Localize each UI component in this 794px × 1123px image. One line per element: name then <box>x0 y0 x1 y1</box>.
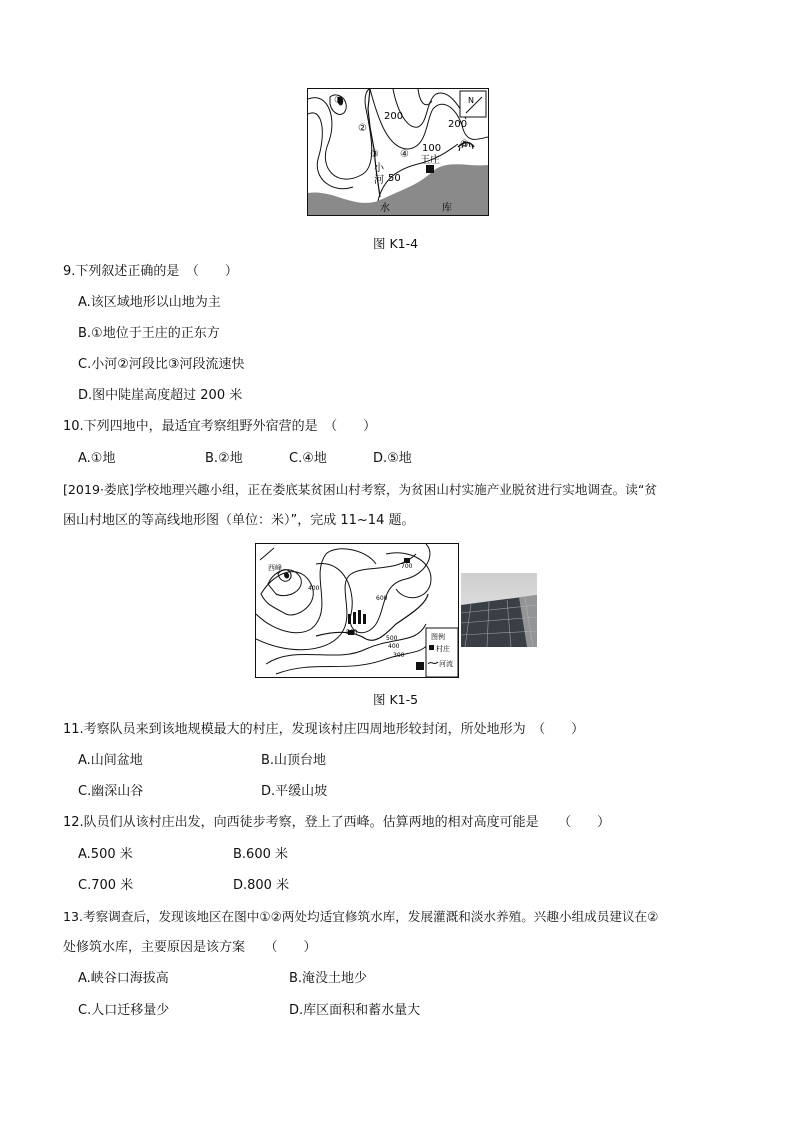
label-5: ⑤ <box>460 139 469 150</box>
contour-200-a: 200 <box>384 111 404 122</box>
q10-option-d: D.⑤地 <box>373 451 412 466</box>
q11-option-d: D.平缓山坡 <box>261 784 328 799</box>
figure-k1-5-caption: 图 K1-5 <box>373 692 419 707</box>
contour-line <box>276 644 428 674</box>
q13-stem-line-2: 处修筑水库，主要原因是该方案 （ ） <box>63 940 317 955</box>
label-4: ④ <box>400 149 409 160</box>
q9-option-d: D.图中陡崖高度超过 200 米 <box>78 388 243 403</box>
contour-400-b: 400 <box>388 643 400 650</box>
q9-option-c: C.小河②河段比③河段流速快 <box>78 357 245 372</box>
q13-option-a: A.峡谷口海拔高 <box>78 971 169 986</box>
q10-option-b: B.②地 <box>205 451 243 466</box>
north-label: N <box>468 96 474 105</box>
intro-line-1: [2019·娄底]学校地理兴趣小组，正在娄底某贫困山村考察，为贫困山村实施产业脱贫进行实地调查。读“贫 <box>63 482 657 497</box>
contour-map-k1-4-svg <box>308 89 488 215</box>
solar-panel-photo-svg <box>461 573 537 647</box>
village-label: 王庄 <box>420 155 440 166</box>
contour-200-b: 200 <box>448 119 468 130</box>
contour-map-k1-5-svg <box>256 544 458 677</box>
village-main <box>348 610 366 624</box>
figure-k1-4-caption: 图 K1-4 <box>373 236 419 251</box>
q13-option-b: B.淹没土地少 <box>289 971 368 986</box>
river-label-2: 河 <box>374 175 384 186</box>
river-label-1: 小 <box>374 163 384 174</box>
label-1: ① <box>334 95 343 106</box>
river-line <box>316 594 428 640</box>
q9-stem: 9.下列叙述正确的是 （ ） <box>63 264 238 279</box>
solar-panel-photo <box>461 573 537 647</box>
q12-stem: 12.队员们从该村庄出发，向西徒步考察，登上了西峰。估算两地的相对高度可能是 （ ） <box>63 815 611 830</box>
q12-option-c: C.700 米 <box>78 878 134 893</box>
label-3: ③ <box>370 149 379 160</box>
q12-option-d: D.800 米 <box>233 878 290 893</box>
intro-line-2: 困山村地区的等高线地形图（单位：米）”，完成 11~14 题。 <box>63 513 415 528</box>
reservoir-label-1: 水 <box>380 203 390 214</box>
q9-option-a: A.该区域地形以山地为主 <box>78 295 221 310</box>
legend-village: 村庄 <box>436 645 450 653</box>
q10-stem: 10.下列四地中，最适宜考察组野外宿营的是 （ ） <box>63 419 377 434</box>
north-arrow <box>260 548 274 560</box>
q11-option-b: B.山顶台地 <box>261 753 327 768</box>
contour-700: 700 <box>401 563 413 570</box>
q11-option-c: C.幽深山谷 <box>78 784 144 799</box>
contour-100: 100 <box>422 143 442 154</box>
legend-river: 河流 <box>439 660 453 668</box>
contour-500-a: 500 <box>386 635 398 642</box>
contour-line <box>308 113 353 189</box>
legend-village-swatch <box>429 645 434 650</box>
q11-stem: 11.考察队员来到该地规模最大的村庄，发现该村庄四周地形较封闭，所处地形为 （ ） <box>63 722 585 737</box>
q10-option-c: C.④地 <box>289 451 327 466</box>
reservoir-label-2: 库 <box>442 203 452 214</box>
west-peak-label: 西峰 <box>268 564 282 572</box>
label-2: ② <box>358 123 367 134</box>
q13-option-c: C.人口迁移量少 <box>78 1003 170 1018</box>
q12-option-a: A.500 米 <box>78 847 133 862</box>
contour-300: 300 <box>393 652 405 659</box>
village-small <box>416 662 424 670</box>
contour-600: 600 <box>376 595 388 602</box>
q9-option-b: B.①地位于王庄的正东方 <box>78 326 220 341</box>
q12-option-b: B.600 米 <box>233 847 288 862</box>
q13-option-d: D.库区面积和蓄水量大 <box>289 1003 421 1018</box>
legend-title: 图例 <box>431 633 445 641</box>
q11-option-a: A.山间盆地 <box>78 753 143 768</box>
q13-stem-line-1: 13.考察调查后，发现该地区在图中①②两处均适宜修筑水库，发展灌溉和淡水养殖。兴趣小组成员建议在② <box>63 909 659 924</box>
contour-50: 50 <box>388 173 401 184</box>
contour-500-b: 500 <box>346 629 358 636</box>
contour-map-k1-4 <box>307 88 489 216</box>
village-marker <box>426 165 434 173</box>
contour-map-k1-5 <box>255 543 459 678</box>
contour-400: 400 <box>308 585 320 592</box>
q10-option-a: A.①地 <box>78 451 116 466</box>
west-peak-marker <box>284 573 289 579</box>
